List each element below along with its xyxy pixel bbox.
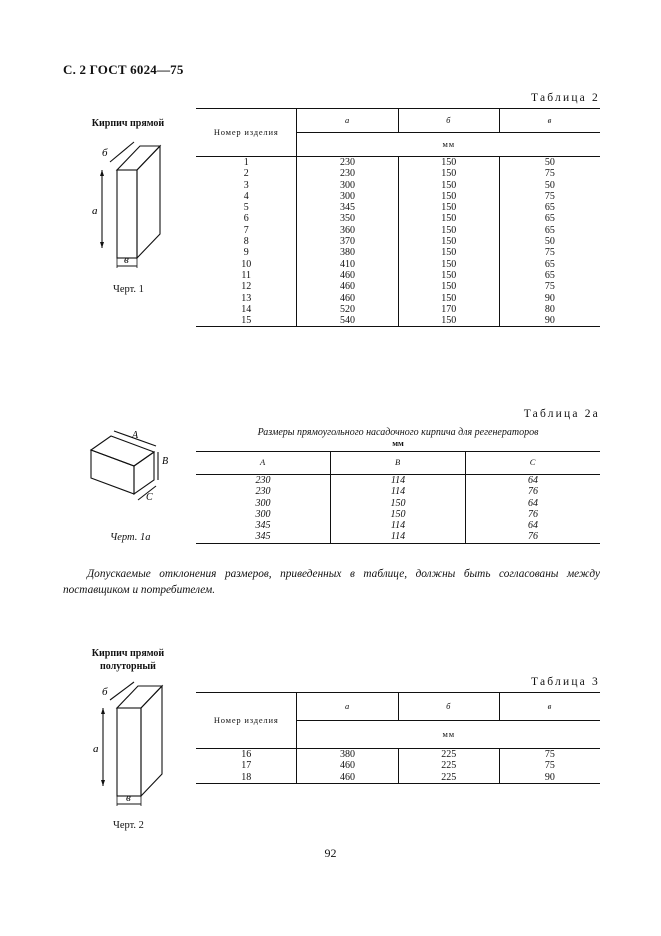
brick-1a-side-face xyxy=(134,452,154,494)
table-cell: 540 xyxy=(297,315,398,327)
brick-front-face xyxy=(117,170,137,258)
table-row xyxy=(196,304,600,315)
table-cell: 64 xyxy=(466,498,601,509)
brick-drawing-2 xyxy=(80,680,180,810)
header-col-C: C xyxy=(466,452,601,475)
table-cell: 114 xyxy=(331,531,466,543)
table-cell: 64 xyxy=(466,475,601,487)
table-cell: 114 xyxy=(331,475,466,487)
table-cell: 230 xyxy=(297,168,398,179)
table-cell: 300 xyxy=(255,508,271,520)
table-cell: 460 xyxy=(297,270,398,281)
table-row xyxy=(196,281,600,292)
header-col-A: A xyxy=(196,452,331,475)
table-row xyxy=(196,259,600,270)
brick-top-face xyxy=(117,146,160,170)
table-cell: 10 xyxy=(241,258,252,270)
table-cell: 75 xyxy=(499,191,600,202)
table-row xyxy=(196,191,600,202)
table-cell: 65 xyxy=(499,213,600,224)
table-row xyxy=(196,475,600,487)
brick-1a-front-face xyxy=(91,450,134,494)
label-B: B xyxy=(162,456,169,467)
header-col-a: а xyxy=(297,109,398,133)
header-col-b3: б xyxy=(398,693,499,721)
table-cell: 230 xyxy=(297,157,398,169)
table-cell: 14 xyxy=(241,303,252,315)
table-2a xyxy=(196,451,600,544)
figure-1-caption: Черт. 1 xyxy=(113,284,144,295)
table-cell: 225 xyxy=(398,760,499,771)
table-row xyxy=(196,509,600,520)
table-cell: 150 xyxy=(398,225,499,236)
header-col-b: б xyxy=(398,109,499,133)
table-cell: 114 xyxy=(331,520,466,531)
table-cell: 64 xyxy=(466,520,601,531)
page-header: С. 2 ГОСТ 6024—75 xyxy=(63,62,184,77)
label-b: б xyxy=(102,147,108,159)
table-cell: 380 xyxy=(297,247,398,258)
table-row xyxy=(196,498,600,509)
table-row xyxy=(196,315,600,327)
table-row xyxy=(196,225,600,236)
figure-2-caption: Черт. 2 xyxy=(113,820,144,831)
table-cell: 410 xyxy=(297,259,398,270)
table-cell: 76 xyxy=(466,531,601,543)
page-number: 92 xyxy=(324,846,337,860)
table-row xyxy=(196,247,600,258)
table-cell: 150 xyxy=(398,180,499,191)
label-A: A xyxy=(132,430,139,441)
header-col-v3: в xyxy=(499,693,600,721)
header-col-B: B xyxy=(331,452,466,475)
table-cell: 300 xyxy=(297,191,398,202)
table-cell: 65 xyxy=(499,202,600,213)
brick-drawing-1a xyxy=(86,428,181,518)
table-cell: 150 xyxy=(331,498,466,509)
table-cell: 75 xyxy=(499,168,600,179)
table-cell: 150 xyxy=(398,191,499,202)
table-cell: 15 xyxy=(196,315,297,327)
table-cell: 150 xyxy=(398,247,499,258)
table-cell: 17 xyxy=(241,760,252,772)
table-cell: 4 xyxy=(243,190,249,202)
table-cell: 300 xyxy=(297,180,398,191)
table-row xyxy=(196,168,600,179)
table-cell: 230 xyxy=(255,475,271,486)
table-cell: 370 xyxy=(297,236,398,247)
table-cell: 150 xyxy=(398,281,499,292)
brick-2-side-face xyxy=(141,686,162,796)
table-2-caption: Таблица 2 xyxy=(531,92,600,104)
table-2a-caption: Таблица 2а xyxy=(523,408,600,420)
brick-side-face xyxy=(137,146,160,258)
table-3-caption: Таблица 3 xyxy=(531,676,600,688)
table-cell: 3 xyxy=(243,179,249,191)
table-cell: 6 xyxy=(243,213,249,225)
brick-1a-top-face xyxy=(91,436,154,466)
table-cell: 65 xyxy=(499,225,600,236)
table-cell: 90 xyxy=(499,293,600,304)
brick-2-front-face xyxy=(117,708,141,796)
table-cell: 150 xyxy=(331,509,466,520)
table-row xyxy=(196,213,600,224)
table-cell: 50 xyxy=(499,236,600,247)
table-row xyxy=(196,202,600,213)
table-cell: 150 xyxy=(398,236,499,247)
table-2a-title: Размеры прямоугольного насадочного кирпича для регенераторов xyxy=(257,427,539,438)
table-cell: 150 xyxy=(398,270,499,281)
table-cell: 345 xyxy=(196,531,331,543)
table-cell: 11 xyxy=(241,269,252,281)
table-row xyxy=(196,293,600,304)
table-cell: 5 xyxy=(243,202,249,214)
table-cell: 520 xyxy=(297,304,398,315)
table-2 xyxy=(196,108,600,327)
table-row xyxy=(196,486,600,497)
table-cell: 75 xyxy=(499,247,600,258)
table-cell: 230 xyxy=(255,486,271,498)
header-unit-3: мм xyxy=(297,721,600,749)
label-a2: а xyxy=(93,743,99,755)
table-cell: 2 xyxy=(243,168,249,180)
note-paragraph xyxy=(63,566,600,598)
table-cell: 50 xyxy=(499,157,600,169)
header-unit: мм xyxy=(297,133,600,157)
table-cell: 345 xyxy=(297,202,398,213)
table-cell: 345 xyxy=(255,520,271,532)
table-cell: 225 xyxy=(398,772,499,784)
table-cell: 90 xyxy=(499,772,600,784)
label-b2: б xyxy=(102,686,108,698)
label-v2: в xyxy=(126,792,131,804)
brick-title-1-5 xyxy=(78,647,178,673)
table-cell: 460 xyxy=(297,293,398,304)
header-item-number-3: Номер изделия xyxy=(196,693,297,749)
brick-drawing-1 xyxy=(80,138,180,273)
table-cell: 350 xyxy=(297,213,398,224)
table-cell: 380 xyxy=(297,749,398,761)
table-cell: 65 xyxy=(499,270,600,281)
table-cell: 150 xyxy=(398,293,499,304)
table-cell: 170 xyxy=(398,304,499,315)
table-cell: 7 xyxy=(243,224,249,236)
brick-title-line-2: полуторный xyxy=(100,661,156,672)
table-cell: 16 xyxy=(241,749,252,760)
table-cell: 300 xyxy=(255,497,271,509)
table-row xyxy=(196,760,600,771)
table-row xyxy=(196,157,600,169)
table-cell: 80 xyxy=(499,304,600,315)
label-a: а xyxy=(92,205,98,217)
table-cell: 75 xyxy=(499,749,600,761)
table-cell: 9 xyxy=(243,247,249,259)
table-row xyxy=(196,531,600,543)
brick-title-line-1: Кирпич прямой xyxy=(91,648,165,659)
header-col-a3: а xyxy=(297,693,398,721)
table-cell: 18 xyxy=(196,772,297,784)
table-cell: 460 xyxy=(297,281,398,292)
table-cell: 1 xyxy=(243,157,249,168)
header-item-number: Номер изделия xyxy=(196,109,297,157)
table-cell: 150 xyxy=(398,202,499,213)
label-C: C xyxy=(146,492,153,503)
table-row xyxy=(196,520,600,531)
table-cell: 75 xyxy=(499,760,600,771)
table-cell: 225 xyxy=(398,749,499,761)
table-cell: 150 xyxy=(398,213,499,224)
table-cell: 76 xyxy=(466,509,601,520)
table-cell: 150 xyxy=(398,315,499,327)
table-cell: 90 xyxy=(499,315,600,327)
table-cell: 76 xyxy=(466,486,601,497)
table-cell: 460 xyxy=(297,772,398,784)
dimension-line-b2 xyxy=(110,682,134,700)
table-3 xyxy=(196,692,600,784)
table-cell: 150 xyxy=(398,157,499,169)
table-row xyxy=(196,236,600,247)
table-cell: 75 xyxy=(499,281,600,292)
table-row xyxy=(196,270,600,281)
table-cell: 13 xyxy=(241,292,252,304)
table-cell: 65 xyxy=(499,259,600,270)
table-cell: 150 xyxy=(398,259,499,270)
table-row xyxy=(196,180,600,191)
table-cell: 114 xyxy=(331,486,466,497)
table-cell: 12 xyxy=(241,281,252,293)
table-row xyxy=(196,749,600,761)
table-cell: 360 xyxy=(297,225,398,236)
table-cell: 460 xyxy=(297,760,398,771)
table-row xyxy=(196,772,600,784)
figure-1a-caption: Черт. 1а xyxy=(110,532,151,543)
table-cell: 8 xyxy=(243,236,249,248)
header-col-v: в xyxy=(499,109,600,133)
table-cell: 150 xyxy=(398,168,499,179)
label-v: в xyxy=(124,254,129,266)
brick-title: Кирпич прямой xyxy=(91,118,165,129)
table-cell: 50 xyxy=(499,180,600,191)
note-text: Допускаемые отклонения размеров, приведенных в таблице, должны быть согласованы между поставщиком и потребителем. xyxy=(63,568,600,596)
dimension-line-b xyxy=(110,142,134,162)
table-2a-unit: мм xyxy=(392,438,404,448)
